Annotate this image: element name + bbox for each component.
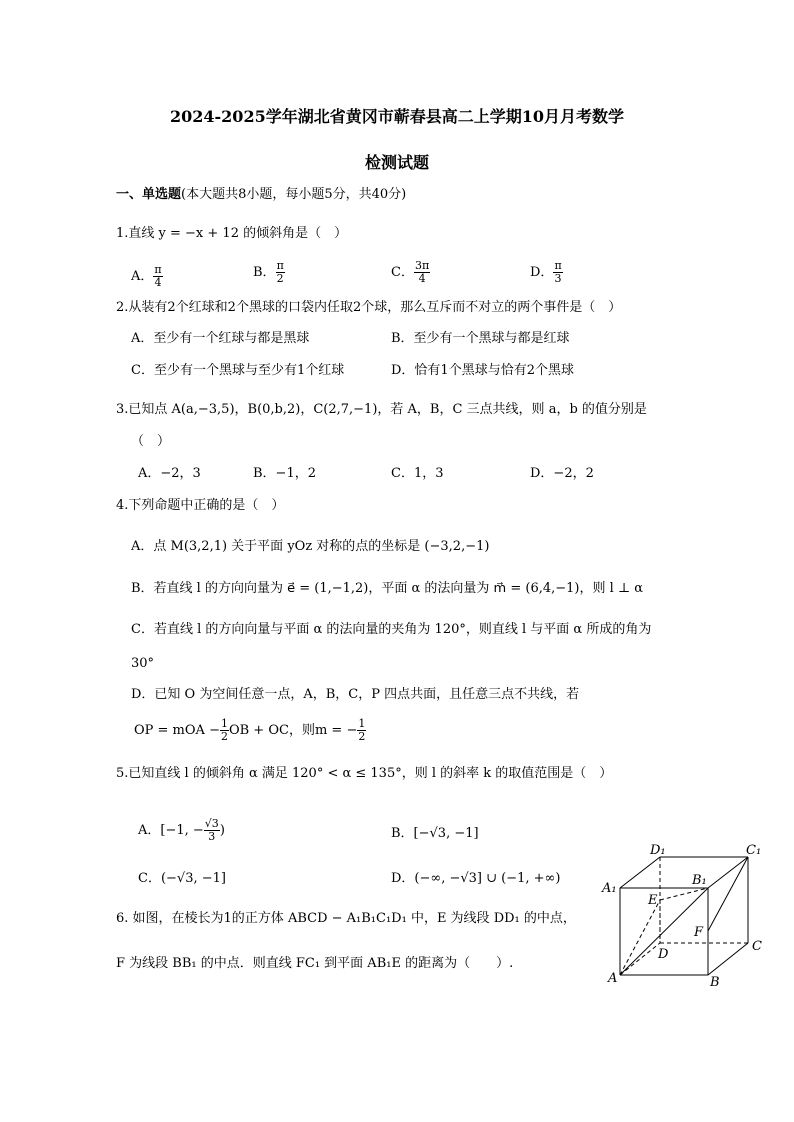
q3-stem: 3.已知点 A(a,−3,5)，B(0,b,2)，C(2,7,−1)，若 A，B，C 三点共线，则 a，b 的值分别是 — [116, 402, 647, 417]
page-title-line1: 2024-2025学年湖北省黄冈市蕲春县高二上学期10月月考数学 — [170, 107, 624, 126]
q4-option-c-line1: C．若直线 l 的方向向量与平面 α 的法向量的夹角为 120°，则直线 l 与平面 α 所成的角为 — [131, 622, 652, 637]
q5-stem: 5.已知直线 l 的倾斜角 α 满足 120° < α ≤ 135°，则 l 的斜率 k 的取值范围是（ ） — [116, 766, 613, 781]
section-heading — [116, 186, 406, 204]
q2-option-d: D．恰有1个黑球与恰有2个黑球 — [391, 363, 574, 378]
q1-option-b-den: 2 — [276, 272, 284, 285]
q1-option-b — [253, 260, 285, 285]
q4-d-m-num: 1 — [358, 717, 366, 730]
q1-option-d — [530, 260, 563, 285]
cube-figure — [598, 840, 778, 995]
q1-option-d-num: π — [554, 259, 562, 272]
q4-option-b: B．若直线 l 的方向向量为 e⃗ = (1,−1,2)，平面 α 的法向量为 m⃗ = (6,4,−1)，则 l ⊥ α — [131, 581, 644, 596]
label-f: F — [694, 925, 704, 940]
q5-option-a — [138, 818, 225, 843]
q4-d-expr-left: OP = mOA − — [134, 723, 220, 738]
q4-d-then: ，则 — [288, 723, 315, 738]
q4-option-d-line2 — [134, 718, 366, 743]
q5-option-a-label: A． — [138, 823, 161, 838]
q1-option-c-num: 3π — [414, 259, 430, 272]
label-a: A — [608, 971, 618, 986]
segment-f-c1 — [708, 857, 748, 931]
q5-option-a-post: ) — [219, 823, 225, 838]
label-d1: D₁ — [650, 843, 666, 858]
q2-option-c: C．至少有一个黑球与至少有1个红球 — [131, 363, 345, 378]
segment-e-b1 — [660, 888, 708, 900]
q4-option-a: A．点 M(3,2,1) 关于平面 yOz 对称的点的坐标是 (−3,2,−1) — [131, 539, 490, 554]
label-e: E — [648, 893, 658, 908]
q5-option-c: C．(−√3, −1] — [138, 871, 226, 886]
label-c: C — [752, 939, 762, 954]
q5-option-a-den: 3 — [208, 830, 216, 843]
q1-option-c-fraction — [414, 260, 430, 285]
q1-option-a-num: π — [154, 263, 162, 276]
edge-a1-d1 — [620, 857, 660, 888]
q2-stem: 2.从装有2个红球和2个黑球的口袋内任取2个球，那么互斥而不对立的两个事件是（ ） — [116, 300, 622, 315]
q2-option-a: A．至少有一个红球与都是黑球 — [131, 331, 310, 346]
q4-stem: 4.下列命题中正确的是（ ） — [116, 498, 285, 513]
q5-option-b: B．[−√3, −1] — [391, 826, 479, 841]
q1-option-a-den: 4 — [154, 276, 162, 289]
section-heading-label: 一、单选题 — [116, 187, 182, 202]
q4-d-half-fraction — [220, 718, 229, 743]
label-b1: B₁ — [692, 873, 707, 888]
page-title-line2: 检测试题 — [364, 153, 429, 172]
label-a1: A₁ — [602, 881, 617, 896]
q1-option-b-fraction — [276, 260, 285, 285]
q3-option-a: A．−2，3 — [138, 466, 201, 481]
label-d: D — [658, 947, 669, 962]
q4-d-m-fraction — [357, 718, 366, 743]
q1-option-d-den: 3 — [554, 272, 562, 285]
q1-option-a — [131, 264, 163, 289]
q5-option-d: D．(−∞, −√3] ∪ (−1, +∞) — [391, 871, 561, 886]
q1-option-a-label: A． — [131, 269, 154, 284]
label-c1: C₁ — [746, 843, 762, 858]
q5-option-a-num: √3 — [204, 817, 219, 830]
q1-option-c-label: C． — [391, 265, 414, 280]
q5-option-a-pre: [−1, − — [160, 823, 204, 838]
q3-option-b: B．−1，2 — [253, 466, 316, 481]
section-note: (本大题共8小题，每小题5分，共40分) — [181, 187, 407, 202]
q4-option-d-line1: D．已知 O 为空间任意一点，A，B，C，P 四点共面，且任意三点不共线，若 — [131, 687, 580, 702]
q1-option-d-label: D． — [530, 265, 554, 280]
edge-a-d-hidden — [620, 943, 660, 975]
segment-a-e — [620, 900, 660, 975]
edge-b-c — [708, 943, 748, 975]
q4-d-expr-right: OB + OC — [228, 723, 289, 738]
q1-option-c — [391, 260, 430, 285]
q1-option-a-fraction — [153, 264, 162, 289]
label-b: B — [710, 975, 720, 990]
q6-line1: 6. 如图，在棱长为1的正方体 ABCD − A₁B₁C₁D₁ 中，E 为线段 DD₁ 的中点， — [116, 911, 576, 926]
q1-option-b-num: π — [276, 259, 284, 272]
q3-paren: （ ） — [131, 434, 171, 449]
q4-d-half-num: 1 — [220, 717, 228, 730]
q3-option-d: D．−2，2 — [530, 466, 594, 481]
q4-d-m-den: 2 — [358, 730, 366, 743]
q2-option-b: B．至少有一个黑球与都是红球 — [391, 331, 570, 346]
edge-b1-c1 — [708, 857, 748, 888]
q3-option-c: C．1，3 — [391, 466, 444, 481]
q4-option-c-line2: 30° — [131, 656, 155, 671]
q6-line2: F 为线段 BB₁ 的中点．则直线 FC₁ 到平面 AB₁E 的距离为（ ）. — [116, 956, 514, 971]
q1-option-c-den: 4 — [418, 272, 426, 285]
q1-stem: 1.直线 y = −x + 12 的倾斜角是（ ） — [116, 226, 348, 241]
q4-d-m-expr: m = − — [314, 723, 358, 738]
q1-option-b-label: B． — [253, 265, 276, 280]
q1-option-d-fraction — [553, 260, 562, 285]
q5-option-a-fraction — [204, 818, 220, 843]
q4-d-half-den: 2 — [220, 730, 228, 743]
